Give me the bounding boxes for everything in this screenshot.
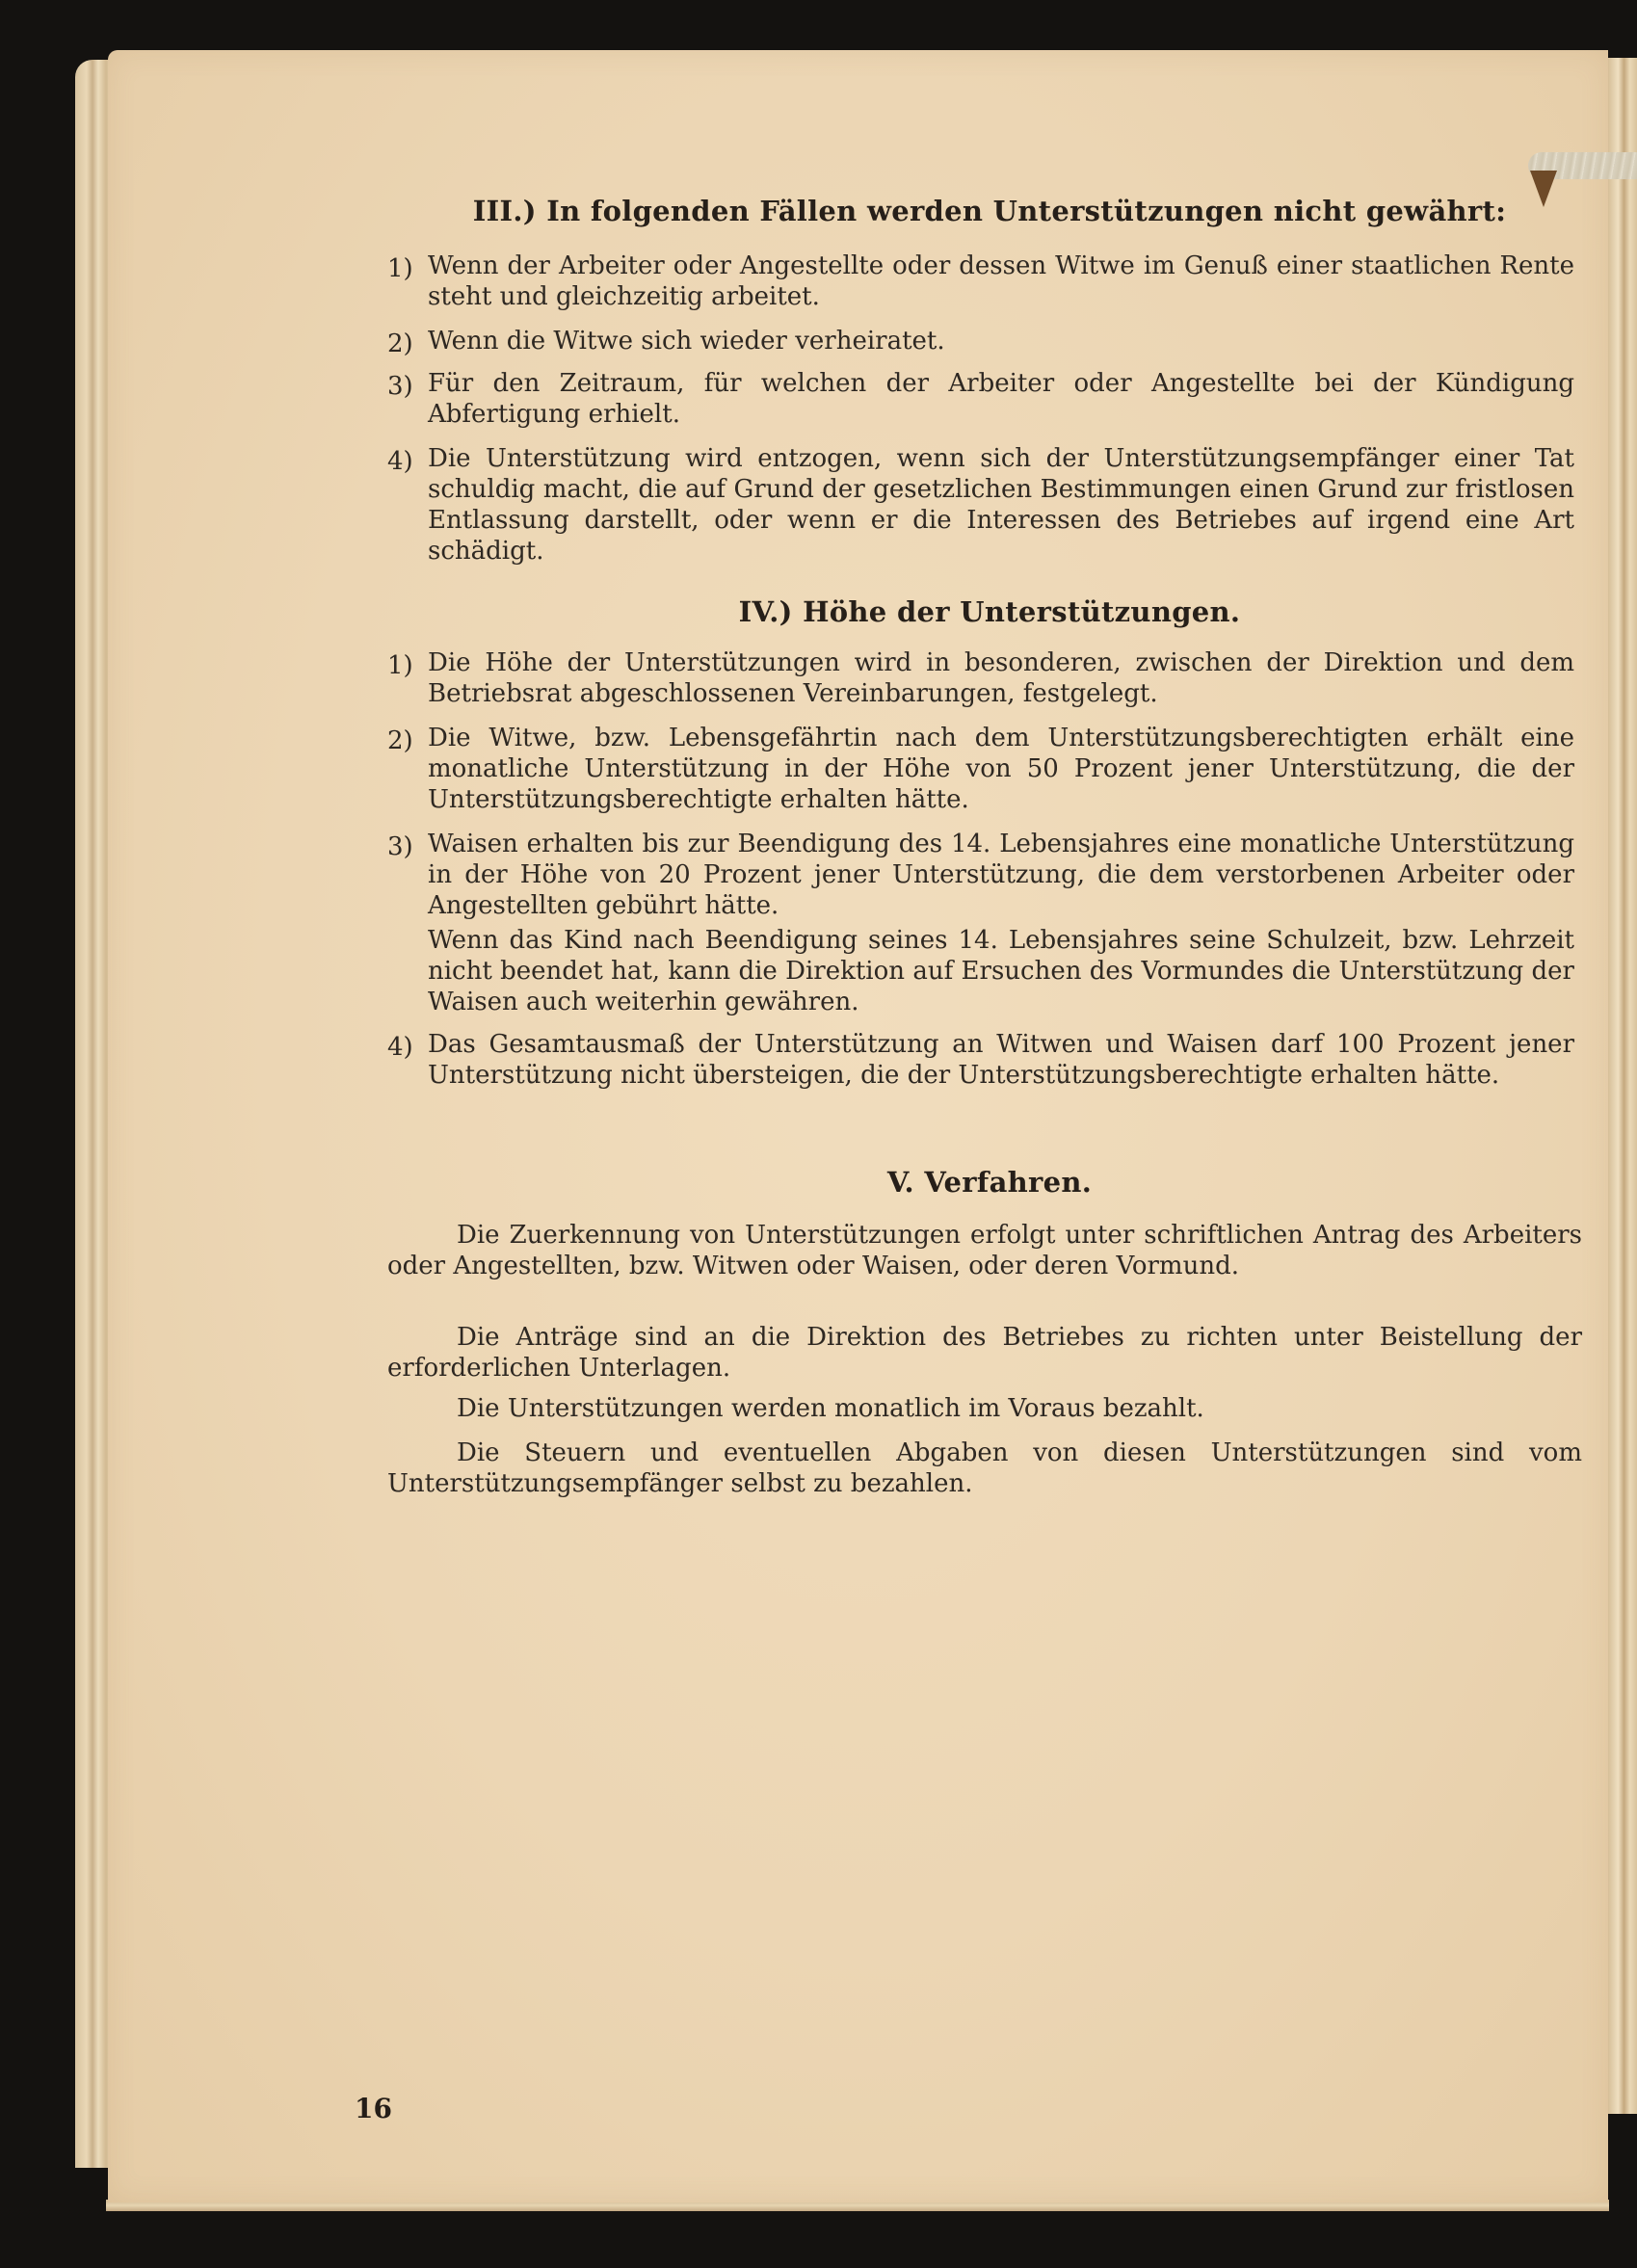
item-number: 2) (387, 726, 413, 755)
item-number: 3) (387, 372, 413, 401)
item-continuation: Wenn das Kind nach Beendigung seines 14. Lebensjahres seine Schulzeit, bzw. Lehrzeit nicht beendet hat, kann die Direktion auf Ersuchen des Vormundes die Unterstützung der Waisen auch weiterhin gewähren. (428, 926, 1574, 1016)
item-text: Wenn der Arbeiter oder Angestellte oder dessen Witwe im Genuß einer staatlichen Rente steht und gleichzeitig arbeitet. (428, 251, 1574, 311)
item-text: Die Höhe der Unterstützungen wird in besonderen, zwischen der Direktion und dem Betriebsrat abgeschlossenen Vereinbarungen, festgelegt. (428, 648, 1574, 708)
section-v-heading: V. Verfahren. (886, 1166, 1093, 1199)
item-text: Wenn die Witwe sich wieder verheiratet. (428, 327, 945, 356)
item-text: Das Gesamtausmaß der Unterstützung an Witwen und Waisen darf 100 Prozent jener Unterstützung nicht übersteigen, die der Unterstützungsberechtigte erhalten hätte. (428, 1030, 1574, 1090)
item-number: 4) (387, 447, 413, 476)
document-page (108, 50, 1608, 2202)
item-text: Für den Zeitraum, für welchen der Arbeiter oder Angestellte bei der Kündigung Abfertigung erhielt. (428, 369, 1574, 429)
item-number: 1) (387, 254, 413, 283)
binding-hole-icon (1530, 171, 1557, 207)
page-stack-right-edge (1608, 58, 1637, 2114)
item-number: 4) (387, 1033, 413, 1062)
item-text: Die Unterstützung wird entzogen, wenn sich der Unterstützungsempfänger einer Tat schuldig macht, die auf Grund der gesetzlichen Bestimmungen einen Grund zur fristlosen Entlassung darstellt, oder wenn er die Interessen des Betriebes auf irgend eine Art schädigt. (428, 444, 1574, 566)
section-v-paragraph-1: Die Zuerkennung von Unterstützungen erfolgt unter schriftlichen Antrag des Arbeiters oder Angestellten, bzw. Witwen oder Waisen, oder deren Vormund. (387, 1221, 1582, 1280)
section-v-paragraph-4: Die Steuern und eventuellen Abgaben von diesen Unterstützungen sind vom Unterstützungsempfänger selbst zu bezahlen. (387, 1438, 1582, 1498)
item-text: Die Witwe, bzw. Lebensgefährtin nach dem Unterstützungsberechtigten erhält eine monatliche Unterstützung in der Höhe von 50 Prozent jener Unterstützung, die der Unterstützungsberechtigte erhalten hätte. (428, 724, 1574, 814)
section-iii-heading: III.) In folgenden Fällen werden Unterstützungen nicht gewährt: (472, 195, 1507, 227)
section-v-paragraph-3: Die Unterstützungen werden monatlich im Voraus bezahlt. (457, 1394, 1204, 1423)
item-number: 1) (387, 651, 413, 680)
item-number: 2) (387, 330, 413, 358)
section-iv-heading: IV.) Höhe der Unterstützungen. (738, 595, 1241, 628)
item-number: 3) (387, 832, 413, 861)
item-text: Waisen erhalten bis zur Beendigung des 14. Lebensjahres eine monatliche Unterstützung in der Höhe von 20 Prozent jener Unterstützung, die dem verstorbenen Arbeiter oder Angestellten gebührt hätte. (428, 830, 1574, 920)
section-v-paragraph-2: Die Anträge sind an die Direktion des Betriebes zu richten unter Beistellung der erforderlichen Unterlagen. (387, 1323, 1582, 1383)
page-number: 16 (355, 2093, 392, 2124)
